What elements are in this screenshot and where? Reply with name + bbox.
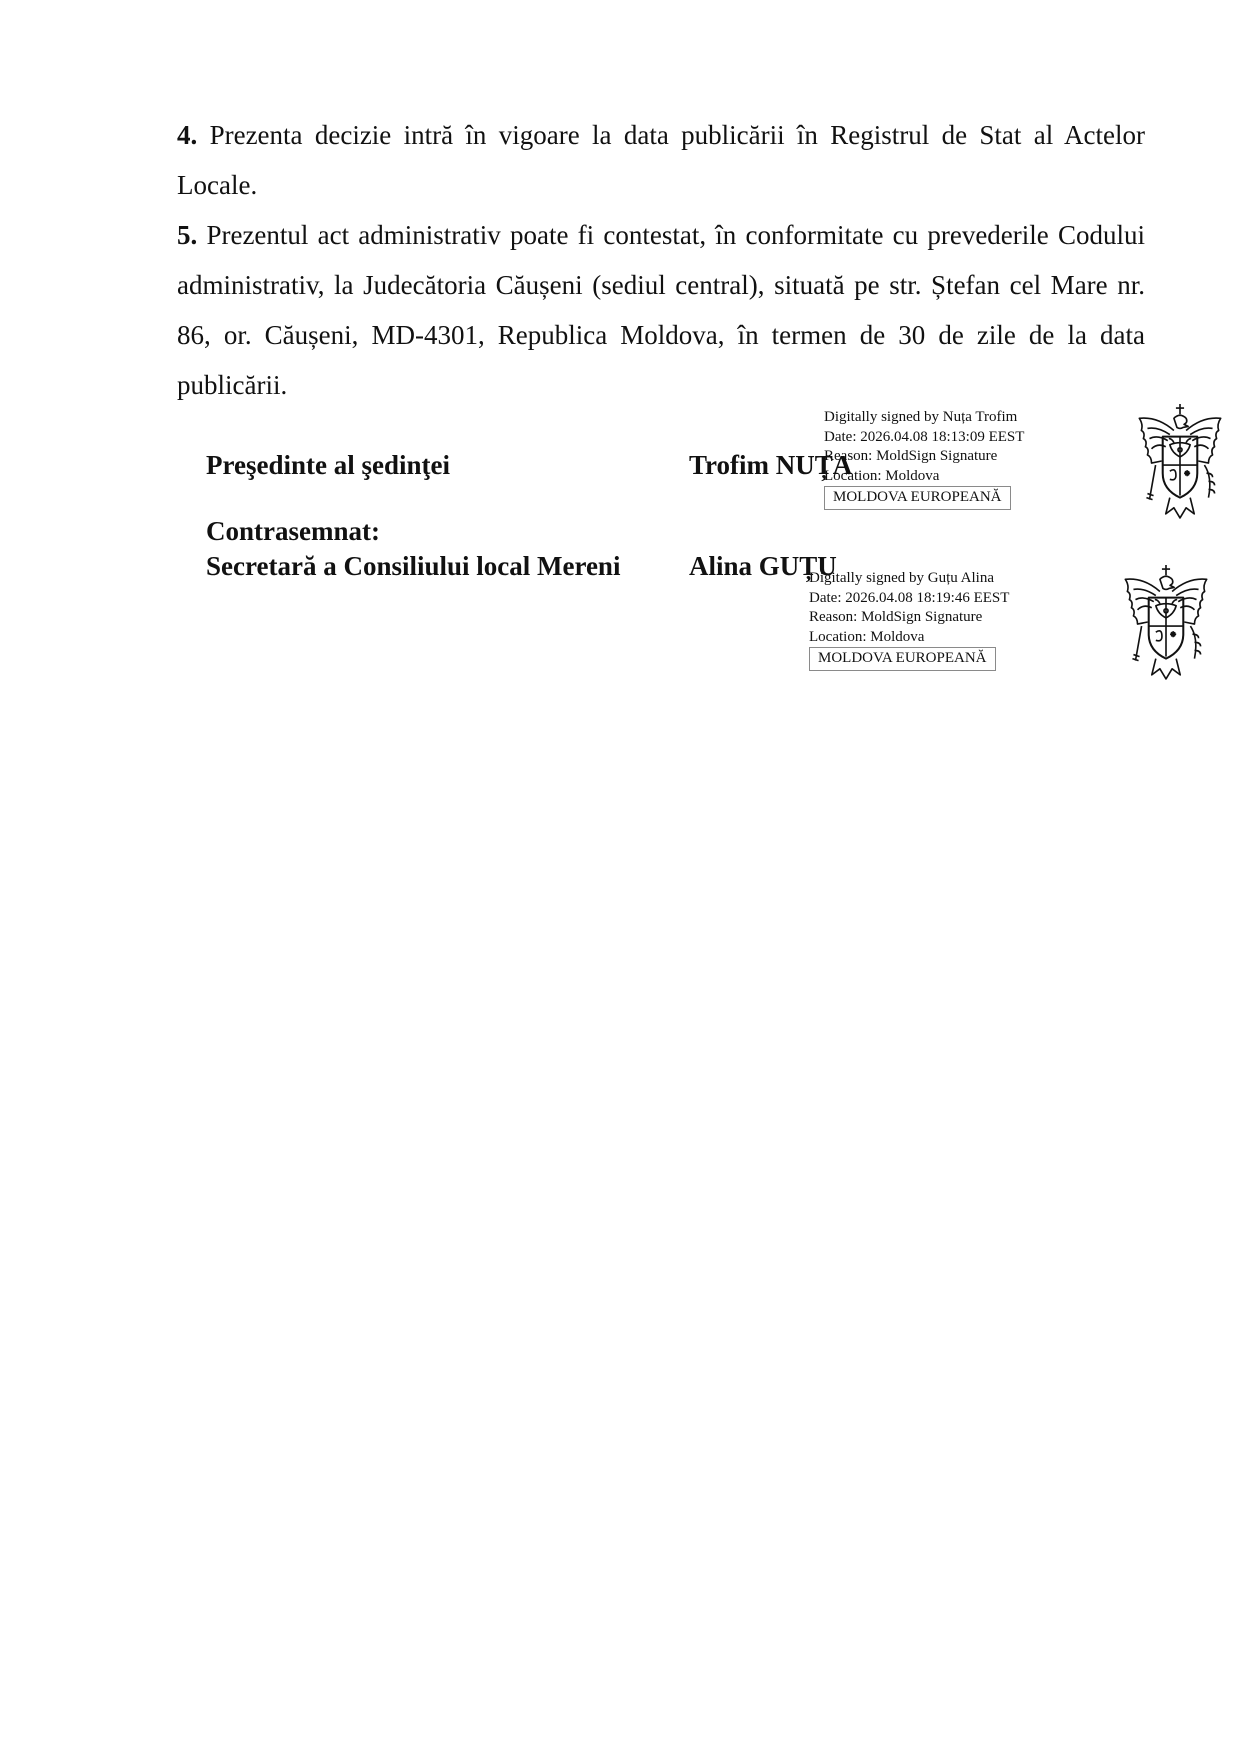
paragraph-number: 4. bbox=[177, 120, 198, 150]
signature-badge: MOLDOVA EUROPEANĂ bbox=[809, 647, 996, 671]
signature-date: Date: 2026.04.08 18:13:09 EEST bbox=[824, 428, 1025, 445]
president-role-label: Preşedinte al şedinţei bbox=[206, 450, 450, 480]
signature-signed-by: Digitally signed by Nuța Trofim bbox=[824, 409, 1018, 425]
countersigned-label: Contrasemnat: bbox=[206, 516, 380, 546]
signature-signed-by: Digitally signed by Guțu Alina bbox=[809, 570, 994, 586]
paragraph-text: Prezentul act administrativ poate fi contestat, în conformitate cu prevederile Codului administrativ, la Judecătoria Căușeni (sediul central), situată pe str. Ștefan cel Mare nr. 86, or. Căușeni, MD-4301, Republica Moldova, în termen de 30 de zile de la data publicării. bbox=[177, 220, 1145, 400]
signature-reason: Reason: MoldSign Signature bbox=[809, 609, 983, 625]
paragraph-4 bbox=[177, 110, 1145, 210]
moldova-coat-of-arms-icon bbox=[1115, 563, 1217, 681]
secretary-role-label: Secretară a Consiliului local Mereni bbox=[206, 551, 621, 581]
signature-location: Location: Moldova bbox=[824, 467, 940, 484]
moldova-coat-of-arms-icon bbox=[1129, 402, 1231, 520]
signature-reason: Reason: MoldSign Signature bbox=[824, 448, 998, 464]
signature-date: Date: 2026.04.08 18:19:46 EEST bbox=[809, 589, 1010, 606]
digital-signature-2 bbox=[809, 569, 1009, 671]
digital-signature-1 bbox=[824, 408, 1024, 510]
decision-body bbox=[177, 110, 1145, 410]
paragraph-number: 5. bbox=[177, 220, 198, 250]
paragraph-5 bbox=[177, 210, 1145, 410]
signature-badge: MOLDOVA EUROPEANĂ bbox=[824, 486, 1011, 510]
paragraph-text: Prezenta decizie intră în vigoare la data publicării în Registrul de Stat al Actelor Locale. bbox=[177, 120, 1145, 200]
signature-location: Location: Moldova bbox=[809, 628, 925, 645]
secretary-name: Alina GUȚU bbox=[689, 551, 837, 581]
president-name: Trofim NUȚA bbox=[689, 450, 853, 480]
